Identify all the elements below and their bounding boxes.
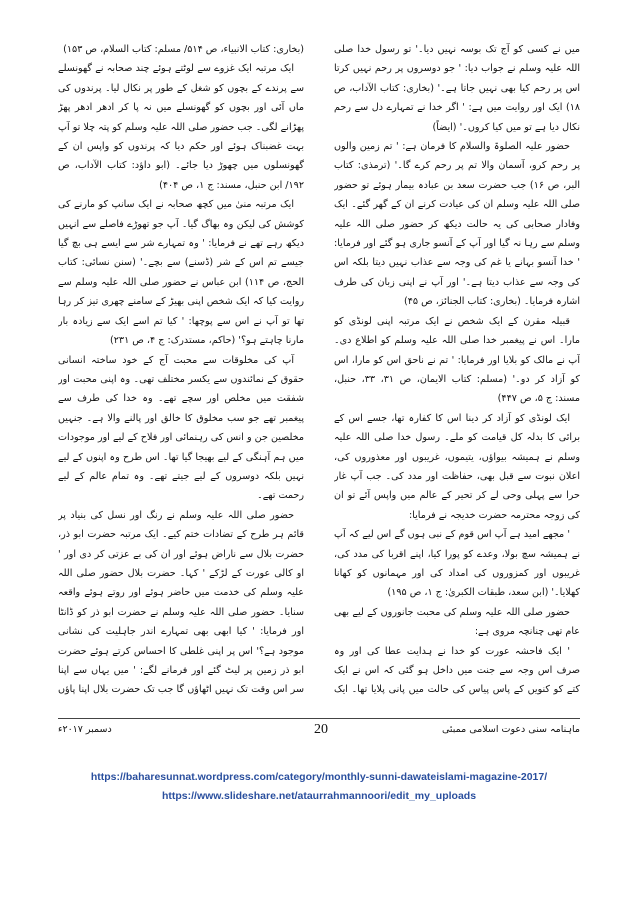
- page-footer: [58, 722, 580, 752]
- left-column: [58, 40, 304, 700]
- paragraph: قبیلہ مقرن کے ایک شخص نے ایک مرتبہ اپنی لونڈی کو مارا۔ اس نے پیغمبر خدا صلی اللہ علیہ وسلم کو اطلاع دی۔ آپ نے مالک کو بلایا اور فرمایا: ' تم نے ناحق اس کو مارا، اس کو آزاد کر دو۔' (مسلم: کتاب الایمان، ص ۳۱، ۳۳، حنبل، مسند: ج ۵، ص ۴۴۷): [334, 315, 580, 405]
- slideshare-link[interactable]: https://www.slideshare.net/ataurrahmannoori/edit_my_uploads: [161, 790, 477, 802]
- wordpress-link[interactable]: https://baharesunnat.wordpress.com/category/monthly-sunni-dawateislami-magazine-2017/: [90, 771, 548, 783]
- right-column: [334, 40, 580, 700]
- paragraph: ایک مرتبہ منیٰ میں کچھ صحابہ نے ایک سانپ کو مارنے کی کوشش کی لیکن وہ بھاگ گیا۔ آپ جو تھوڑے فاصلے سے انہیں دیکھ رہے تھے نے فرمایا: ' وہ تمہارے شر سے ایسے ہی بچ گیا جیسے تم اس کے شر (ڈسنے) سے بچے۔' (سنن نسائی: کتاب الحج، ص ۱۱۴) ابن عباس نے حضور صلی اللہ علیہ وسلم سے روایت کیا کہ ایک شخص اپنی بھیڑ کے سامنے چھری تیز کر رہا تھا تو آپ نے اس سے پوچھا: ' کیا تم اسے ایک سے زیادہ بار مارنا چاہتے ہو؟' (حاکم، مستدرک: ج ۴، ص ۲۳۱): [58, 199, 304, 347]
- page-number: 20: [314, 722, 328, 737]
- citation: (بخاری: کتاب الانبیاء، ص ۵۱۴/ مسلم: کتاب السلام، ص ۱۵۳): [63, 44, 304, 55]
- article-body: [58, 40, 580, 700]
- paragraph: میں نے کسی کو آج تک بوسہ نہیں دیا۔' تو رسول خدا صلی اللہ علیہ وسلم نے جواب دیا: ' جو دوسروں پر رحم نہیں کرتا اس پر رحم کیا بھی نہیں جاتا ہے۔' (بخاری: کتاب الآداب، ص ۱۸) ایک اور روایت میں ہے: ' اگر خدا نے تمہارے دل سے رحم نکال دیا ہے تو میں کیا کروں۔' (ایضاً): [334, 44, 580, 133]
- paragraph: ایک لونڈی کو آزاد کر دینا اس کا کفارہ تھا، جسے اس کے برائی کا بدلہ کل قیامت کو ملے۔ رسول خدا صلی اللہ علیہ وسلم نے ہمیشہ بیواؤں، یتیموں، غریبوں اور معذوروں کی، اعلان نبوت سے قبل بھی، حفاظت اور مدد کی۔ جب آپ غار حرا سے پہلی وحی لے کر تحیر کے عالم میں واپس آئے تو ان کی زوجہ محترمہ حضرت خدیجہ نے فرمایا:: [334, 412, 580, 521]
- paragraph: حضور صلی اللہ علیہ وسلم نے رنگ اور نسل کی بنیاد پر قائم ہر طرح کے تضادات ختم کیے۔ ایک مرتبہ حضرت ابو ذر، حضرت بلال سے ناراض ہوئے اور ان کی بے عزتی کر دی اور ' او کالی عورت کے لڑکے ' کہا۔ حضرت بلال حضور صلی اللہ علیہ وسلم کی خدمت میں حاضر ہوئے اور روتے ہوئے واقعہ سنایا۔ حضور صلی اللہ علیہ وسلم نے حضرت ابو ذر کو ڈانٹا اور فرمایا: ' کیا ابھی بھی تمہارے اندر جاہلیت کی نشانی موجود ہے؟' اس پر اپنی غلطی کا احساس کرتے ہوئے حضرت ابو ذر زمین پر لیٹ گئے اور فرمانے لگے: ' میں یہاں سے اپنا سر اس وقت تک نہیں اٹھاؤں گا جب تک حضرت بلال اپنا پاؤں: [58, 509, 304, 696]
- paragraph: حضور علیہ الصلوۃ والسلام کا فرمان ہے: ' تم زمین والوں پر رحم کرو، آسمان والا تم پر رحم کرے گا۔' (ترمذی: کتاب البر، ص ۱۶) جب حضرت سعد بن عبادہ بیمار ہوئے تو حضور صلی اللہ علیہ وسلم ان کی عیادت کرنے ان کے گھر گئے۔ ایک وفادار صحابی کی یہ حالت دیکھ کر حضور صلی اللہ علیہ وسلم سے رہا نہ گیا اور آپ کے آنسو جاری ہو گئے اور فرمایا: ' خدا آنسو بہانے یا غم کی وجہ سے عذاب نہیں دیتا بلکہ اس کی وجہ سے عذاب دیتا ہے۔' اور آپ نے اپنی زبان کی طرف اشارہ فرمایا۔ (بخاری: کتاب الجنائز، ص ۴۵): [334, 141, 580, 308]
- quote-paragraph: ' ایک فاحشہ عورت کو خدا نے ہدایت عطا کی اور وہ صرف اس وجہ سے جنت میں داخل ہو گئی کہ اس نے ایک کتے کو کنویں کے پاس پیاس کی حالت میں پانی پلایا تھا۔ ایک: [334, 645, 580, 696]
- issue-date: دسمبر ۲۰۱۷ء: [58, 724, 112, 735]
- paragraph: حضور صلی اللہ علیہ وسلم کی محبت جانوروں کے لیے بھی عام تھی چنانچہ مروی ہے:: [334, 606, 580, 638]
- paragraph: آپ کی مخلوقات سے محبت آج کے خود ساختہ انسانی حقوق کے نمائندوں سے یکسر مختلف تھی۔ وہ اپنی محبت اور شفقت میں مخلص اور سچے تھے۔ وہ خدا کی طرف سے پیغمبر تھے جو سب مخلوق کا خالق اور پالنے والا ہے۔ جنہیں مخلصین جن و انس کی رہنمائی اور فلاح کے لیے اور موجودات میں ہم آہنگی کے لیے بھیجا گیا تھا۔ اس طرح وہ اپنوں کے لیے نہیں بلکہ دوسروں کے لیے جیتے تھے۔ وہ تمام عالم کے لیے رحمت تھے۔: [58, 354, 304, 502]
- paragraph: ایک مرتبہ ایک غزوے سے لوٹتے ہوئے چند صحابہ نے گھونسلے سے پرندے کے بچوں کو شغل کے طور پر نکال لیا۔ پرندوں کی ماں آئی اور بچوں کو گھونسلے میں نہ پا کر ادھر ادھر پھڑ پھڑانے لگی۔ جب حضور صلی اللہ علیہ وسلم کو پتہ چلا تو آپ بہت غضبناک ہوئے اور حکم دیا کہ پرندوں کو واپس ان کے گھونسلوں میں چھوڑ دیا جائے۔ (ابو داؤد: کتاب الآداب، ص ۱۹۲/ ابن حنبل، مسند: ج ۱، ص ۴۰۴): [58, 63, 304, 191]
- source-links: [0, 768, 638, 806]
- quote-paragraph: ' مجھے امید ہے آپ اس قوم کے نبی ہوں گے اس لیے کہ آپ نے ہمیشہ سچ بولا، وعدے کو پورا کیا، اپنے اقربا کی مدد کی، غریبوں اور کمزوروں کی امداد کی اور مہمانوں کو کھانا کھلایا۔' (ابن سعد، طبقات الکبریٰ: ج ۱، ص ۱۹۵): [334, 529, 580, 599]
- footer-rule: [58, 718, 580, 719]
- magazine-name: ماہنامہ سنی دعوت اسلامی ممبئی: [441, 724, 580, 735]
